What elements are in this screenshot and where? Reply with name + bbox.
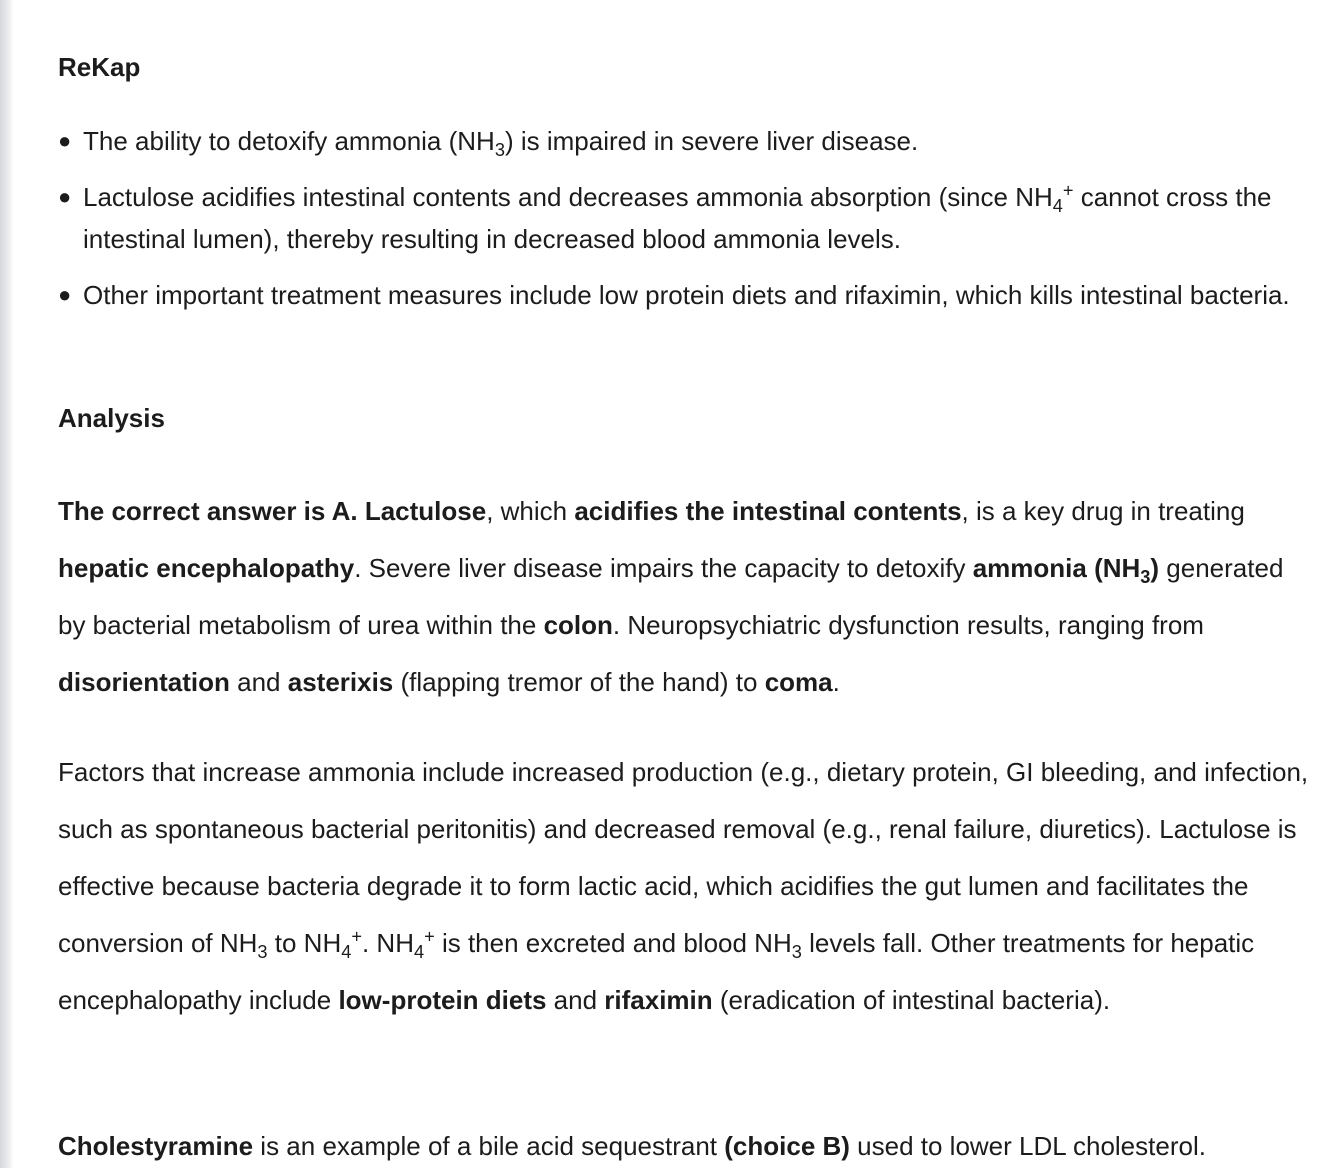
analysis-paragraph-answer: The correct answer is A. Lactulose, which acidifies the intestinal contents, is a key drug in treating hepatic encephalopathy. Severe liver disease impairs the capacity to detoxify ammonia $(NH_3)$ generated by bacterial metabolism of urea within the colon. Neuropsychiatric dysfunction results, ranging from disorientation and asterixis (flapping tremor of the hand) to coma. xyxy=(58,496,1284,697)
rekap-heading: ReKap xyxy=(58,52,141,82)
bullet-icon: ● xyxy=(58,128,72,153)
bullet-icon: ● xyxy=(58,282,72,307)
analysis-paragraph-cholestyramine: Cholestyramine is an example of a bile acid sequestrant (choice B) used to lower LDL cholesterol. xyxy=(58,1131,1206,1161)
analysis-paragraph-factors: Factors that increase ammonia include increased production (e.g., dietary protein, GI bleeding, and infection, such as spontaneous bacterial peritonitis) and decreased removal (e.g., renal failure, diuretics). Lactulose is effective because bacteria degrade it to form lactic acid, which acidifies the gut lumen and facilitates the conversion of $NH_3$ to $NH_4^+$. $NH_4^+$ is then excreted and blood $NH_3$ levels fall. Other treatments for hepatic encephalopathy include low-protein diets and rifaximin (eradication of intestinal bacteria). xyxy=(58,757,1309,1015)
list-item: ● Other important treatment measures include low protein diets and rifaximin, which kills intestinal bacteria. xyxy=(58,274,1318,316)
list-item: ● The ability to detoxify ammonia $(NH_3)$ is impaired in severe liver disease. xyxy=(58,120,1318,162)
bullet-icon: ● xyxy=(58,184,72,209)
list-item: ● Lactulose acidifies intestinal contents and decreases ammonia absorption (since $NH_4^+$ cannot cross the intestinal lumen), thereby resulting in decreased blood ammonia levels. xyxy=(58,176,1318,260)
rekap-list xyxy=(58,120,1318,330)
window-left-edge xyxy=(0,0,14,1168)
analysis-heading: Analysis xyxy=(58,403,165,433)
